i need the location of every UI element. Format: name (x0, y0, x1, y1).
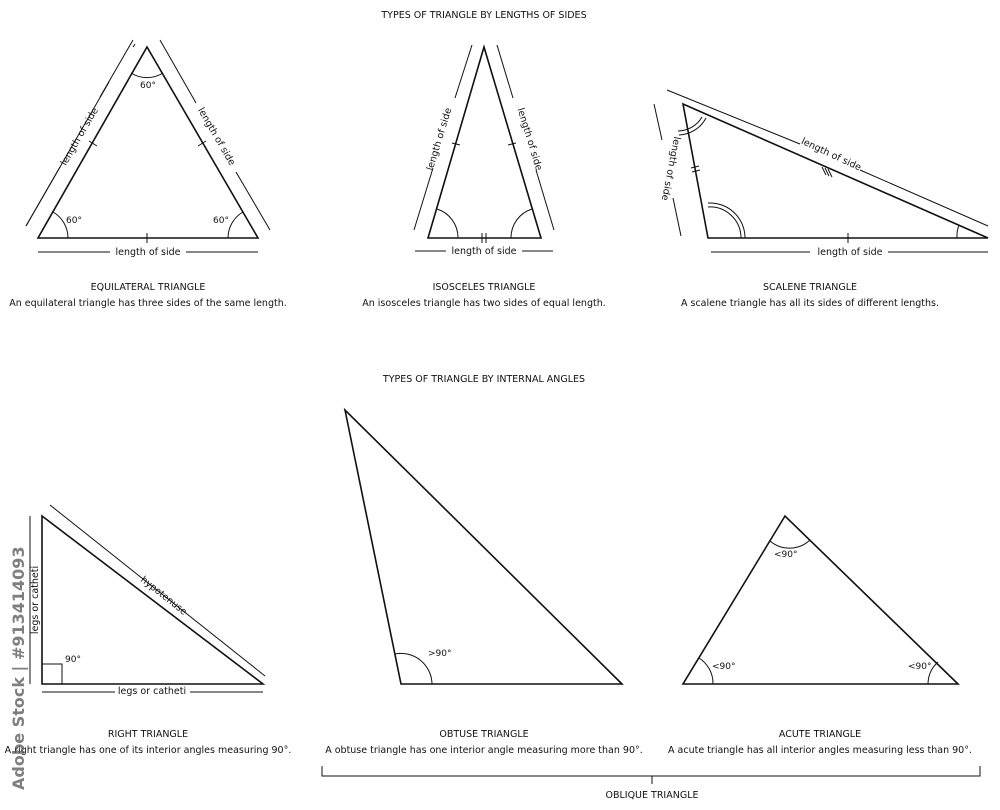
caption-desc: A obtuse triangle has one interior angle measuring more than 90°. (325, 745, 643, 756)
side-label: length of side (658, 135, 683, 202)
caption-desc: A right triangle has one of its interior angles measuring 90°. (4, 745, 292, 756)
side-label: length of side (799, 136, 863, 174)
caption-title: ISOSCELES TRIANGLE (432, 282, 536, 293)
angle-label: <90° (712, 662, 736, 672)
caption-title: EQUILATERAL TRIANGLE (90, 282, 206, 293)
legs-label: legs or catheti (30, 565, 41, 635)
angle-label: 60° (213, 216, 229, 226)
obtuse-triangle (345, 410, 622, 684)
caption-title: RIGHT TRIANGLE (107, 729, 189, 740)
side-label: length of side (424, 106, 455, 172)
angle-label: >90° (428, 649, 452, 659)
section-title-sides: TYPES OF TRIANGLE BY LENGTHS OF SIDES (381, 10, 587, 21)
legs-label: legs or catheti (117, 686, 187, 697)
caption-title: ACUTE TRIANGLE (778, 729, 862, 740)
angle-label: <90° (908, 662, 932, 672)
caption-desc: A scalene triangle has all its sides of different lengths. (680, 298, 940, 309)
watermark-text: Adobe Stock | #913414093 (9, 546, 28, 790)
oblique-label: OBLIQUE TRIANGLE (605, 790, 699, 801)
caption-title: SCALENE TRIANGLE (762, 282, 858, 293)
right-triangle (30, 505, 265, 697)
angle-label: <90° (774, 550, 798, 560)
caption-desc: An equilateral triangle has three sides of the same length. (9, 298, 287, 309)
caption-desc: A acute triangle has all interior angles measuring less than 90°. (668, 745, 972, 756)
side-label: length of side (195, 105, 238, 168)
side-label: length of side (58, 105, 101, 168)
caption-title: OBTUSE TRIANGLE (439, 729, 529, 740)
side-label: length of side (817, 247, 883, 258)
isosceles-triangle (414, 45, 554, 257)
angle-label: 90° (65, 655, 81, 665)
section-title-angles: TYPES OF TRIANGLE BY INTERNAL ANGLES (382, 374, 586, 385)
oblique-bracket (322, 766, 980, 801)
side-label: length of side (115, 247, 181, 258)
caption-desc: An isosceles triangle has two sides of equal length. (362, 298, 606, 309)
acute-triangle (683, 516, 958, 684)
side-label: length of side (451, 246, 517, 257)
hypotenuse-label: hypotenuse (138, 574, 189, 618)
equilateral-triangle (26, 40, 270, 258)
angle-label: 60° (66, 216, 82, 226)
scalene-triangle (654, 90, 988, 258)
angle-label: 60° (140, 81, 156, 91)
side-label: length of side (514, 106, 545, 172)
